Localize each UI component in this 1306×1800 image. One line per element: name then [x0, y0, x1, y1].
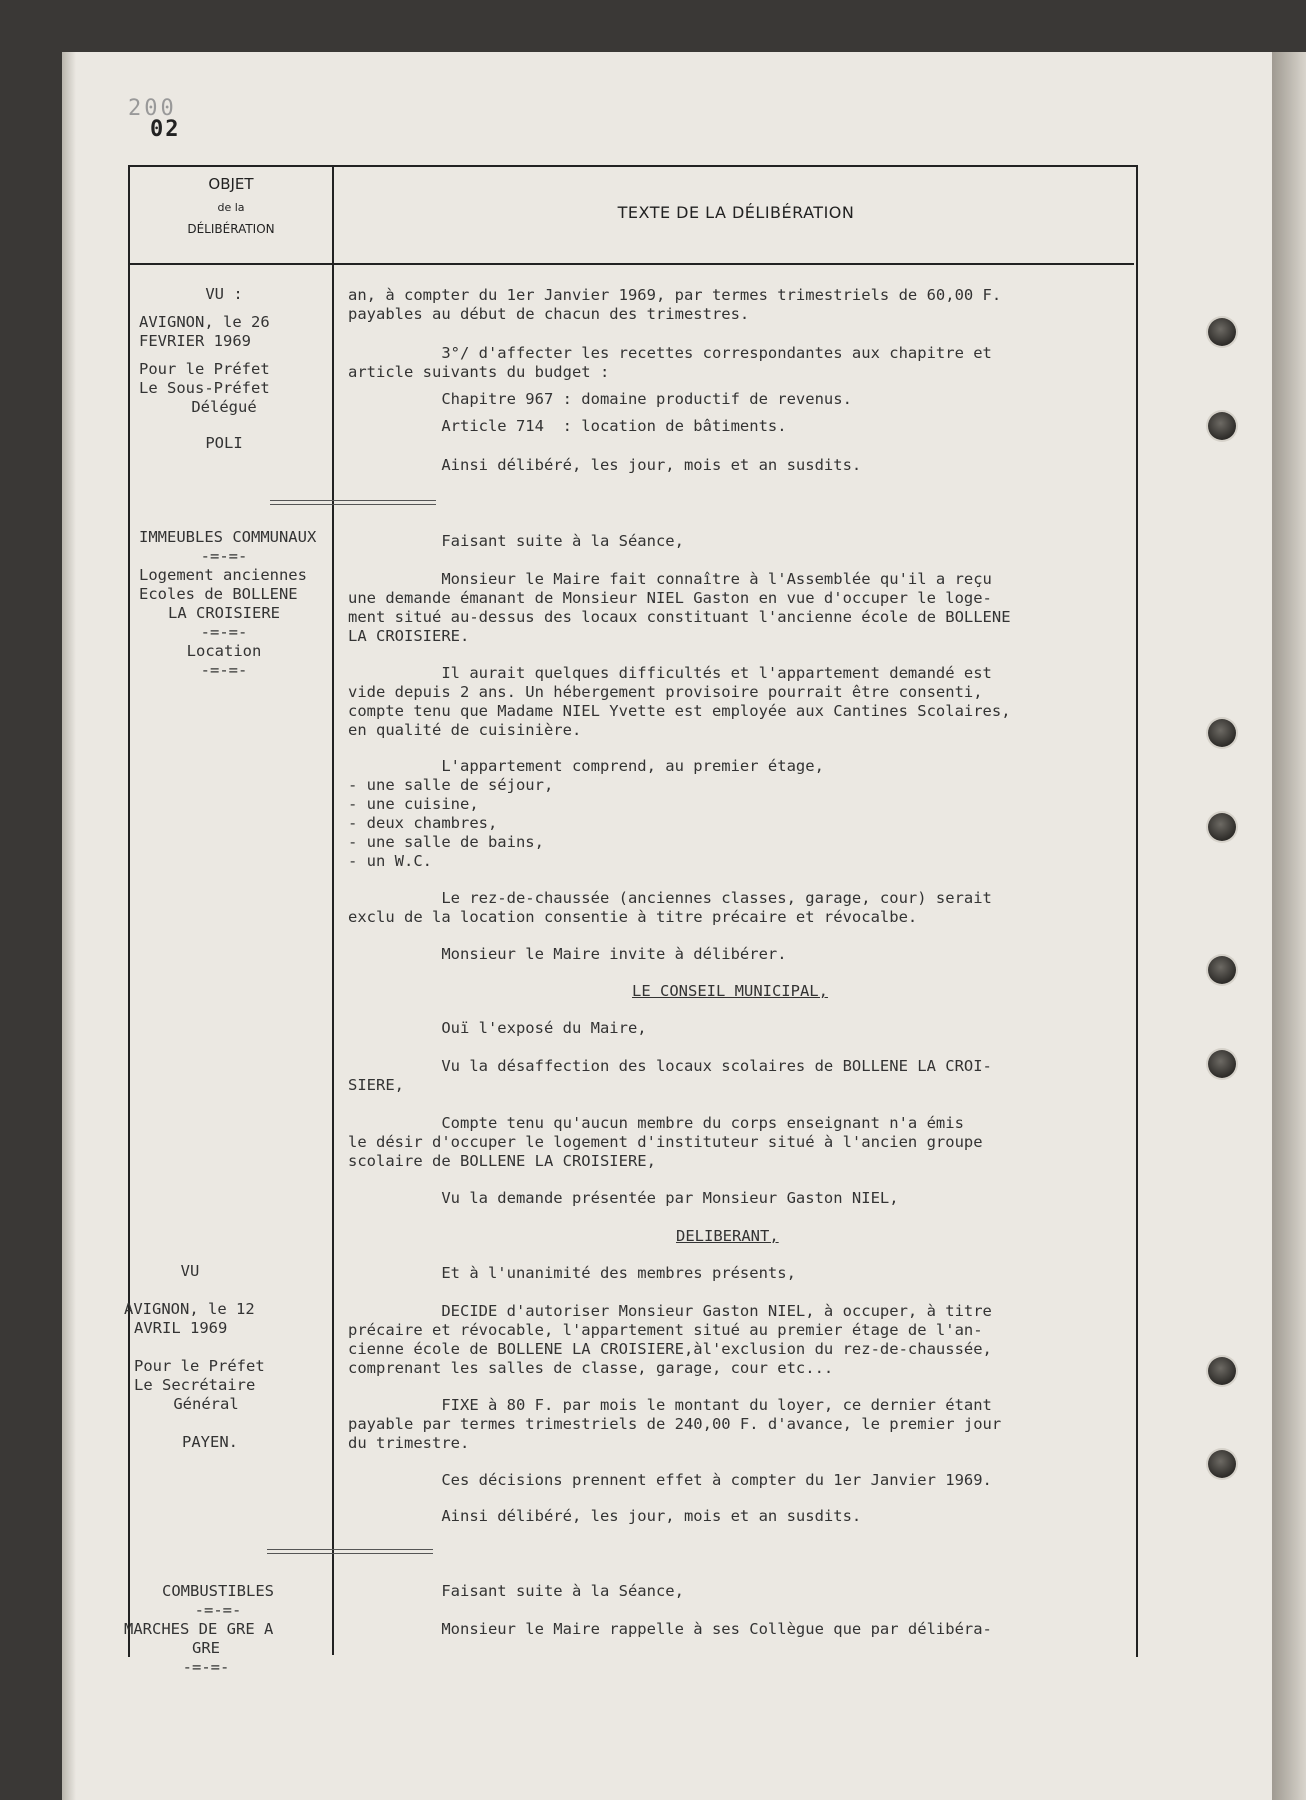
left-vu-1: VU :: [205, 285, 243, 303]
page-number: 02: [150, 117, 181, 142]
body-line: le désir d'occuper le logement d'instituteur situé à l'ancien groupe: [348, 1133, 983, 1151]
body-line: scolaire de BOLLENE LA CROISIERE,: [348, 1152, 656, 1170]
body-line: une demande émanant de Monsieur NIEL Gaston en vue d'occuper le loge-: [348, 589, 992, 607]
binder-hole: [1208, 956, 1236, 984]
left-date-2: AVRIL 1969: [134, 1319, 228, 1337]
body-line: LA CROISIERE.: [348, 627, 470, 645]
left-avignon-2: AVIGNON, le 12: [124, 1300, 255, 1318]
separator-rule: [267, 1549, 433, 1554]
left-combustibles: COMBUSTIBLES: [162, 1582, 274, 1600]
left-date-1: FEVRIER 1969: [139, 332, 251, 350]
body-line: Article 714 : location de bâtiments.: [348, 417, 787, 435]
body-line: article suivants du budget :: [348, 363, 610, 381]
body-heading-conseil: LE CONSEIL MUNICIPAL,: [632, 982, 828, 1000]
body-line: Il aurait quelques difficultés et l'appartement demandé est: [348, 664, 992, 682]
left-logement-2: Ecoles de BOLLENE: [139, 585, 298, 603]
header-divider: [130, 263, 1134, 265]
body-line: - une salle de séjour,: [348, 776, 554, 794]
header-objet-l3: DÉLIBÉRATION: [187, 222, 275, 236]
header-objet: [132, 175, 330, 236]
left-vu-2: VU: [180, 1262, 200, 1280]
left-avignon-1: AVIGNON, le 26: [139, 313, 270, 331]
left-poli: POLI: [205, 434, 243, 452]
body-line: compte tenu que Madame NIEL Yvette est employée aux Cantines Scolaires,: [348, 702, 1011, 720]
body-line: cienne école de BOLLENE LA CROISIERE,àl'exclusion du rez-de-chaussée,: [348, 1340, 992, 1358]
next-page-edge: [1272, 52, 1306, 1800]
left-logement-1: Logement anciennes: [139, 566, 307, 584]
body-line: L'appartement comprend, au premier étage,: [348, 757, 824, 775]
body-line: Chapitre 967 : domaine productif de revenus.: [348, 390, 852, 408]
page-binding-shadow: [62, 52, 76, 1800]
body-line: - une salle de bains,: [348, 833, 544, 851]
left-marches-1: MARCHES DE GRE A: [124, 1620, 274, 1638]
body-line: Vu la désaffection des locaux scolaires de BOLLENE LA CROI-: [348, 1057, 992, 1075]
left-sep-1: -=-=-: [200, 547, 248, 565]
body-line: Monsieur le Maire fait connaître à l'Assemblée qu'il a reçu: [348, 570, 992, 588]
left-sep-5: -=-=-: [182, 1658, 230, 1676]
binder-hole: [1208, 1357, 1236, 1385]
separator-rule: [270, 500, 436, 505]
body-line: Le rez-de-chaussée (anciennes classes, garage, cour) serait: [348, 889, 992, 907]
faint-page-number: 200: [128, 96, 177, 121]
left-payen: PAYEN.: [182, 1433, 238, 1451]
body-line: du trimestre.: [348, 1434, 470, 1452]
binder-hole: [1208, 1050, 1236, 1078]
body-line: payables au début de chacun des trimestres.: [348, 305, 750, 323]
left-logement-3: LA CROISIERE: [168, 604, 280, 622]
left-immeubles: IMMEUBLES COMMUNAUX: [139, 528, 317, 546]
binder-hole: [1208, 1450, 1236, 1478]
binder-hole: [1208, 813, 1236, 841]
left-general: Général: [173, 1395, 239, 1413]
body-line: vide depuis 2 ans. Un hébergement provisoire pourrait être consenti,: [348, 683, 983, 701]
header-objet-l1: OBJET: [208, 175, 254, 193]
left-sous-prefet: Le Sous-Préfet: [139, 379, 270, 397]
body-line: Ouï l'exposé du Maire,: [348, 1019, 647, 1037]
left-location: Location: [186, 642, 262, 660]
body-line: - une cuisine,: [348, 795, 479, 813]
left-prefet-1: Pour le Préfet: [139, 360, 270, 378]
body-heading-deliberant: DELIBERANT,: [676, 1227, 779, 1245]
body-line: Vu la demande présentée par Monsieur Gaston NIEL,: [348, 1189, 899, 1207]
body-line: en qualité de cuisinière.: [348, 721, 582, 739]
body-line: Compte tenu qu'aucun membre du corps enseignant n'a émis: [348, 1114, 964, 1132]
left-prefet-2: Pour le Préfet: [134, 1357, 265, 1375]
body-line: Ces décisions prennent effet à compter du 1er Janvier 1969.: [348, 1471, 992, 1489]
body-line: précaire et révocable, l'appartement situé au premier étage de l'an-: [348, 1321, 983, 1339]
left-marches-2: GRE: [192, 1639, 220, 1657]
binder-hole: [1208, 412, 1236, 440]
body-line: Et à l'unanimité des membres présents,: [348, 1264, 796, 1282]
body-line: DECIDE d'autoriser Monsieur Gaston NIEL, à occuper, à titre: [348, 1302, 992, 1320]
left-delegue: Délégué: [191, 398, 257, 416]
column-divider: [332, 165, 334, 1655]
body-line: Monsieur le Maire rappelle à ses Collègue que par délibéra-: [348, 1620, 992, 1638]
body-line: Ainsi délibéré, les jour, mois et an susdits.: [348, 1507, 862, 1525]
body-line: an, à compter du 1er Janvier 1969, par termes trimestriels de 60,00 F.: [348, 286, 1002, 304]
left-secretaire: Le Secrétaire: [134, 1376, 256, 1394]
body-line: ment situé au-dessus des locaux constituant l'ancienne école de BOLLENE: [348, 608, 1011, 626]
body-line: SIERE,: [348, 1076, 404, 1094]
body-line: Faisant suite à la Séance,: [348, 1582, 684, 1600]
body-line: 3°/ d'affecter les recettes correspondantes aux chapitre et: [348, 344, 992, 362]
body-line: exclu de la location consentie à titre précaire et révocalbe.: [348, 908, 918, 926]
header-texte: TEXTE DE LA DÉLIBÉRATION: [617, 203, 855, 222]
body-line: comprenant les salles de classe, garage, cour etc...: [348, 1359, 834, 1377]
body-line: Monsieur le Maire invite à délibérer.: [348, 945, 787, 963]
left-sep-3: -=-=-: [200, 661, 248, 679]
left-sep-2: -=-=-: [200, 623, 248, 641]
body-line: Faisant suite à la Séance,: [348, 532, 684, 550]
binder-hole: [1208, 318, 1236, 346]
body-line: - un W.C.: [348, 852, 432, 870]
body-line: Ainsi délibéré, les jour, mois et an susdits.: [348, 456, 862, 474]
body-line: - deux chambres,: [348, 814, 498, 832]
body-line: payable par termes trimestriels de 240,00 F. d'avance, le premier jour: [348, 1415, 1002, 1433]
left-sep-4: -=-=-: [194, 1601, 242, 1619]
body-line: FIXE à 80 F. par mois le montant du loyer, ce dernier étant: [348, 1396, 992, 1414]
header-objet-l2: de la: [217, 201, 245, 214]
binder-hole: [1208, 719, 1236, 747]
